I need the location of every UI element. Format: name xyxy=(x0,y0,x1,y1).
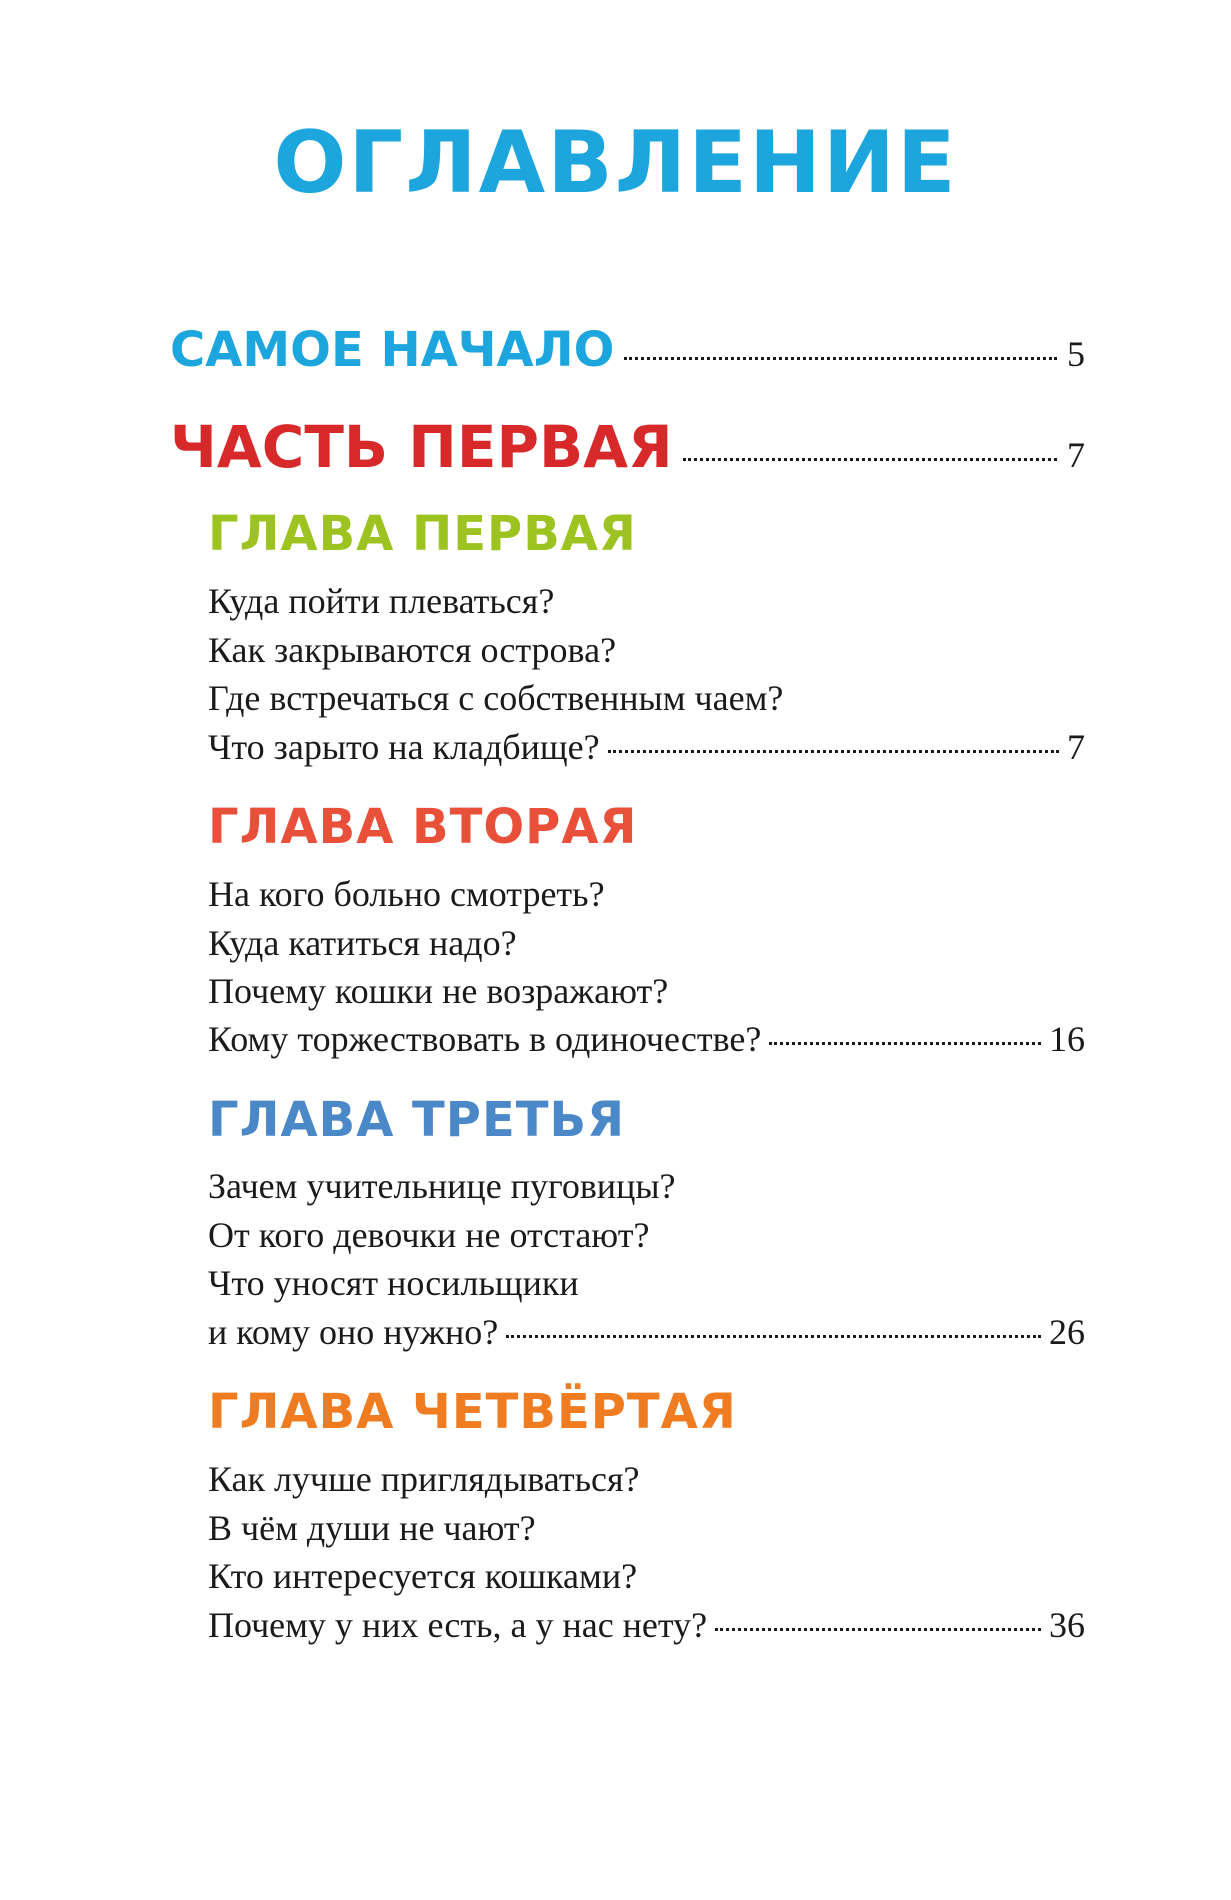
chapter-1-line-1: Куда пойти плеваться? xyxy=(208,581,555,621)
chapter-2-line-4: Кому торжествовать в одиночестве? xyxy=(208,1019,762,1059)
chapter-2-page: 16 xyxy=(1049,1019,1085,1059)
chapter-4-page: 36 xyxy=(1049,1605,1085,1645)
chapter-3-entry[interactable] xyxy=(208,1314,1085,1350)
toc-entry-beginning-page: 5 xyxy=(1067,334,1085,374)
chapter-4-line-3: Кто интересуется кошками? xyxy=(208,1556,638,1596)
dot-leader xyxy=(683,458,1057,461)
dot-leader xyxy=(769,1042,1041,1045)
toc-entry-part-one[interactable] xyxy=(170,413,1085,481)
chapter-2-line-2: Куда катиться надо? xyxy=(208,923,517,963)
chapter-1-entry[interactable] xyxy=(208,729,1085,765)
chapter-3-heading[interactable]: ГЛАВА ТРЕТЬЯ xyxy=(208,1092,626,1148)
chapter-3-line-4: и кому оно нужно? xyxy=(208,1312,499,1352)
toc-entry-part-one-label: ЧАСТЬ ПЕРВАЯ xyxy=(170,413,673,481)
chapter-1-line-3: Где встречаться с собственным чаем? xyxy=(208,678,784,718)
chapter-1-heading[interactable]: ГЛАВА ПЕРВАЯ xyxy=(208,506,637,562)
chapter-1-line-2: Как закрываются острова? xyxy=(208,630,617,670)
chapter-4-heading[interactable]: ГЛАВА ЧЕТВЁРТАЯ xyxy=(208,1384,737,1440)
dot-leader xyxy=(624,357,1057,360)
toc-entry-beginning-label: САМОЕ НАЧАЛО xyxy=(170,322,615,378)
chapter-2-entry[interactable] xyxy=(208,1021,1085,1057)
chapter-2-line-1: На кого больно смотреть? xyxy=(208,874,605,914)
chapter-3-line-2: От кого девочки не отстают? xyxy=(208,1215,650,1255)
chapter-3-line-3: Что уносят носильщики xyxy=(208,1263,579,1303)
chapter-3-page: 26 xyxy=(1049,1312,1085,1352)
dot-leader xyxy=(715,1628,1041,1631)
toc-entry-beginning[interactable] xyxy=(170,322,1085,378)
dot-leader xyxy=(506,1335,1041,1338)
chapter-2-line-3: Почему кошки не возражают? xyxy=(208,971,669,1011)
chapter-1-page: 7 xyxy=(1067,727,1085,767)
chapter-4-line-4: Почему у них есть, а у нас нету? xyxy=(208,1605,708,1645)
chapter-1-line-4: Что зарыто на кладбище? xyxy=(208,727,600,767)
chapter-4-line-2: В чём души не чают? xyxy=(208,1508,536,1548)
chapter-3-line-1: Зачем учительнице пуговицы? xyxy=(208,1166,676,1206)
chapter-4-entry[interactable] xyxy=(208,1607,1085,1643)
dot-leader xyxy=(608,750,1059,753)
page-title: ОГЛАВЛЕНИЕ xyxy=(273,113,958,213)
chapter-2-heading[interactable]: ГЛАВА ВТОРАЯ xyxy=(208,799,638,855)
toc-entry-part-one-page: 7 xyxy=(1067,435,1085,475)
chapter-4-line-1: Как лучше приглядываться? xyxy=(208,1459,640,1499)
